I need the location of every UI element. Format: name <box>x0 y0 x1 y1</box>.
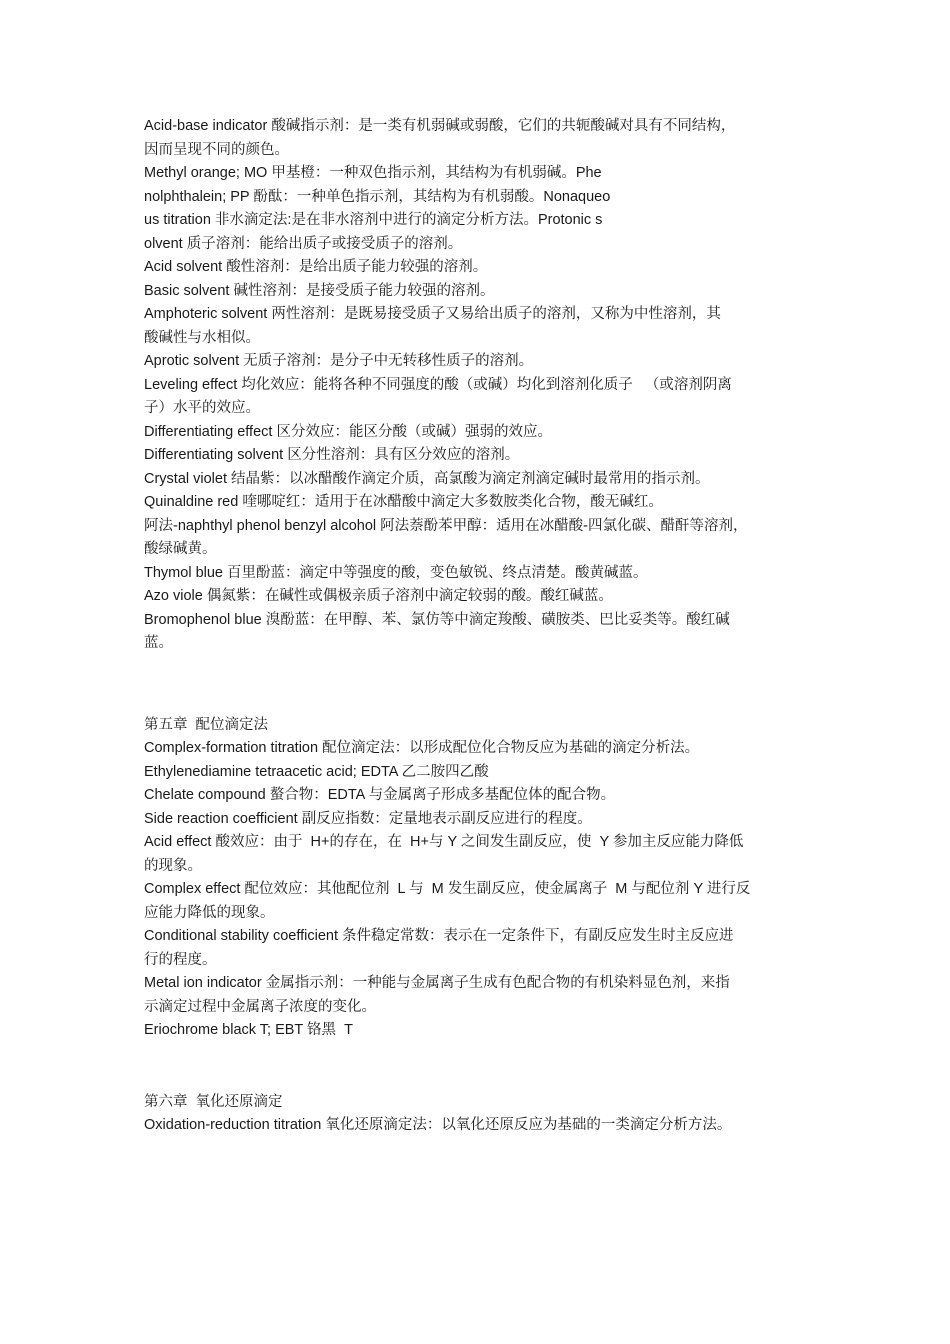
text-line: olvent 质子溶剂：能给出质子或接受质子的溶剂。 <box>144 235 463 252</box>
text-line: us titration 非水滴定法:是在非水溶剂中进行的滴定分析方法。Protonic s <box>144 212 603 228</box>
text-line: Crystal violet 结晶紫：以冰醋酸作滴定介质，高氯酸为滴定剂滴定碱时最常用的指示剂。 <box>144 470 710 487</box>
text-line: Leveling effect 均化效应：能将各种不同强度的酸（或碱）均化到溶剂化质子 （或溶剂阴离 <box>144 376 732 393</box>
text-line: Ethylenediamine tetraacetic acid; EDTA 乙二胺四乙酸 <box>144 763 489 780</box>
text-line: Azo viole 偶氮紫：在碱性或偶极亲质子溶剂中滴定较弱的酸。酸红碱蓝。 <box>144 588 613 604</box>
text-line: Aprotic solvent 无质子溶剂：是分子中无转移性质子的溶剂。 <box>144 353 534 369</box>
text-line: Conditional stability coefficient 条件稳定常数：表示在一定条件下，有副反应发生时主反应进 <box>144 928 734 944</box>
text-line: Amphoteric solvent 两性溶剂：是既易接受质子又易给出质子的溶剂，又称为中性溶剂，其 <box>144 306 721 322</box>
section-spacer <box>144 1043 816 1091</box>
text-line: Quinaldine red 喹哪啶红：适用于在冰醋酸中滴定大多数胺类化合物，酸无碱红。 <box>144 494 663 510</box>
text-line: Metal ion indicator 金属指示剂：一种能与金属离子生成有色配合物的有机染料显色剂，来指 <box>144 975 730 991</box>
text-line: Complex effect 配位效应：其他配位剂 L 与 M 发生副反应，使金属离子 M 与配位剂 Y 进行反 <box>144 881 751 897</box>
text-line: 酸绿碱黄。 <box>144 541 217 557</box>
section-spacer <box>144 656 816 714</box>
text-line: Acid solvent 酸性溶剂：是给出质子能力较强的溶剂。 <box>144 259 488 275</box>
text-line: 示滴定过程中金属离子浓度的变化。 <box>144 998 376 1015</box>
text-line: Acid effect 酸效应：由于 H+的存在，在 H+与 Y 之间发生副反应，使 Y 参加主反应能力降低 <box>144 834 744 850</box>
text-line: Eriochrome black T; EBT 铬黑 T <box>144 1022 353 1038</box>
text-line: 因而呈现不同的颜色。 <box>144 141 289 158</box>
text-line: 蓝。 <box>144 635 173 651</box>
text-line: Differentiating effect 区分效应：能区分酸（或碱）强弱的效应。 <box>144 423 552 440</box>
section-chapter-five <box>144 714 816 1043</box>
text-line: Complex-formation titration 配位滴定法：以形成配位化合物反应为基础的滴定分析法。 <box>144 740 700 756</box>
document-body <box>144 115 816 1138</box>
text-line: 行的程度。 <box>144 951 217 968</box>
chapter-heading: 第六章 氧化还原滴定 <box>144 1093 283 1110</box>
text-line: 的现象。 <box>144 857 202 874</box>
text-line: Methyl orange; MO 甲基橙：一种双色指示剂，其结构为有机弱碱。Phe <box>144 165 602 181</box>
section-chapter-six <box>144 1091 816 1138</box>
section-acid-base-terms <box>144 115 816 656</box>
text-line: 酸碱性与水相似。 <box>144 329 260 346</box>
text-line: 阿法-naphthyl phenol benzyl alcohol 阿法萘酚苯甲醇：适用在冰醋酸-四氯化碳、醋酐等溶剂， <box>144 517 748 534</box>
text-line: 应能力降低的现象。 <box>144 904 275 921</box>
text-line: Basic solvent 碱性溶剂：是接受质子能力较强的溶剂。 <box>144 282 495 299</box>
text-line: Bromophenol blue 溴酚蓝：在甲醇、苯、氯仿等中滴定羧酸、磺胺类、巴比妥类等。酸红碱 <box>144 611 730 628</box>
text-line: Side reaction coefficient 副反应指数：定量地表示副反应进行的程度。 <box>144 810 592 827</box>
text-line: Differentiating solvent 区分性溶剂：具有区分效应的溶剂。 <box>144 447 520 463</box>
text-line: nolphthalein; PP 酚酞：一种单色指示剂，其结构为有机弱酸。Nonaqueo <box>144 188 611 205</box>
text-line: Acid-base indicator 酸碱指示剂：是一类有机弱碱或弱酸，它们的共轭酸碱对具有不同结构， <box>144 118 736 134</box>
text-line: Oxidation-reduction titration 氧化还原滴定法：以氧化还原反应为基础的一类滴定分析方法。 <box>144 1117 732 1133</box>
text-line: 子）水平的效应。 <box>144 400 260 416</box>
text-line: Thymol blue 百里酚蓝：滴定中等强度的酸，变色敏锐、终点清楚。酸黄碱蓝。 <box>144 564 648 581</box>
text-line: Chelate compound 螯合物：EDTA 与金属离子形成多基配位体的配合物。 <box>144 787 616 803</box>
chapter-heading: 第五章 配位滴定法 <box>144 716 269 733</box>
